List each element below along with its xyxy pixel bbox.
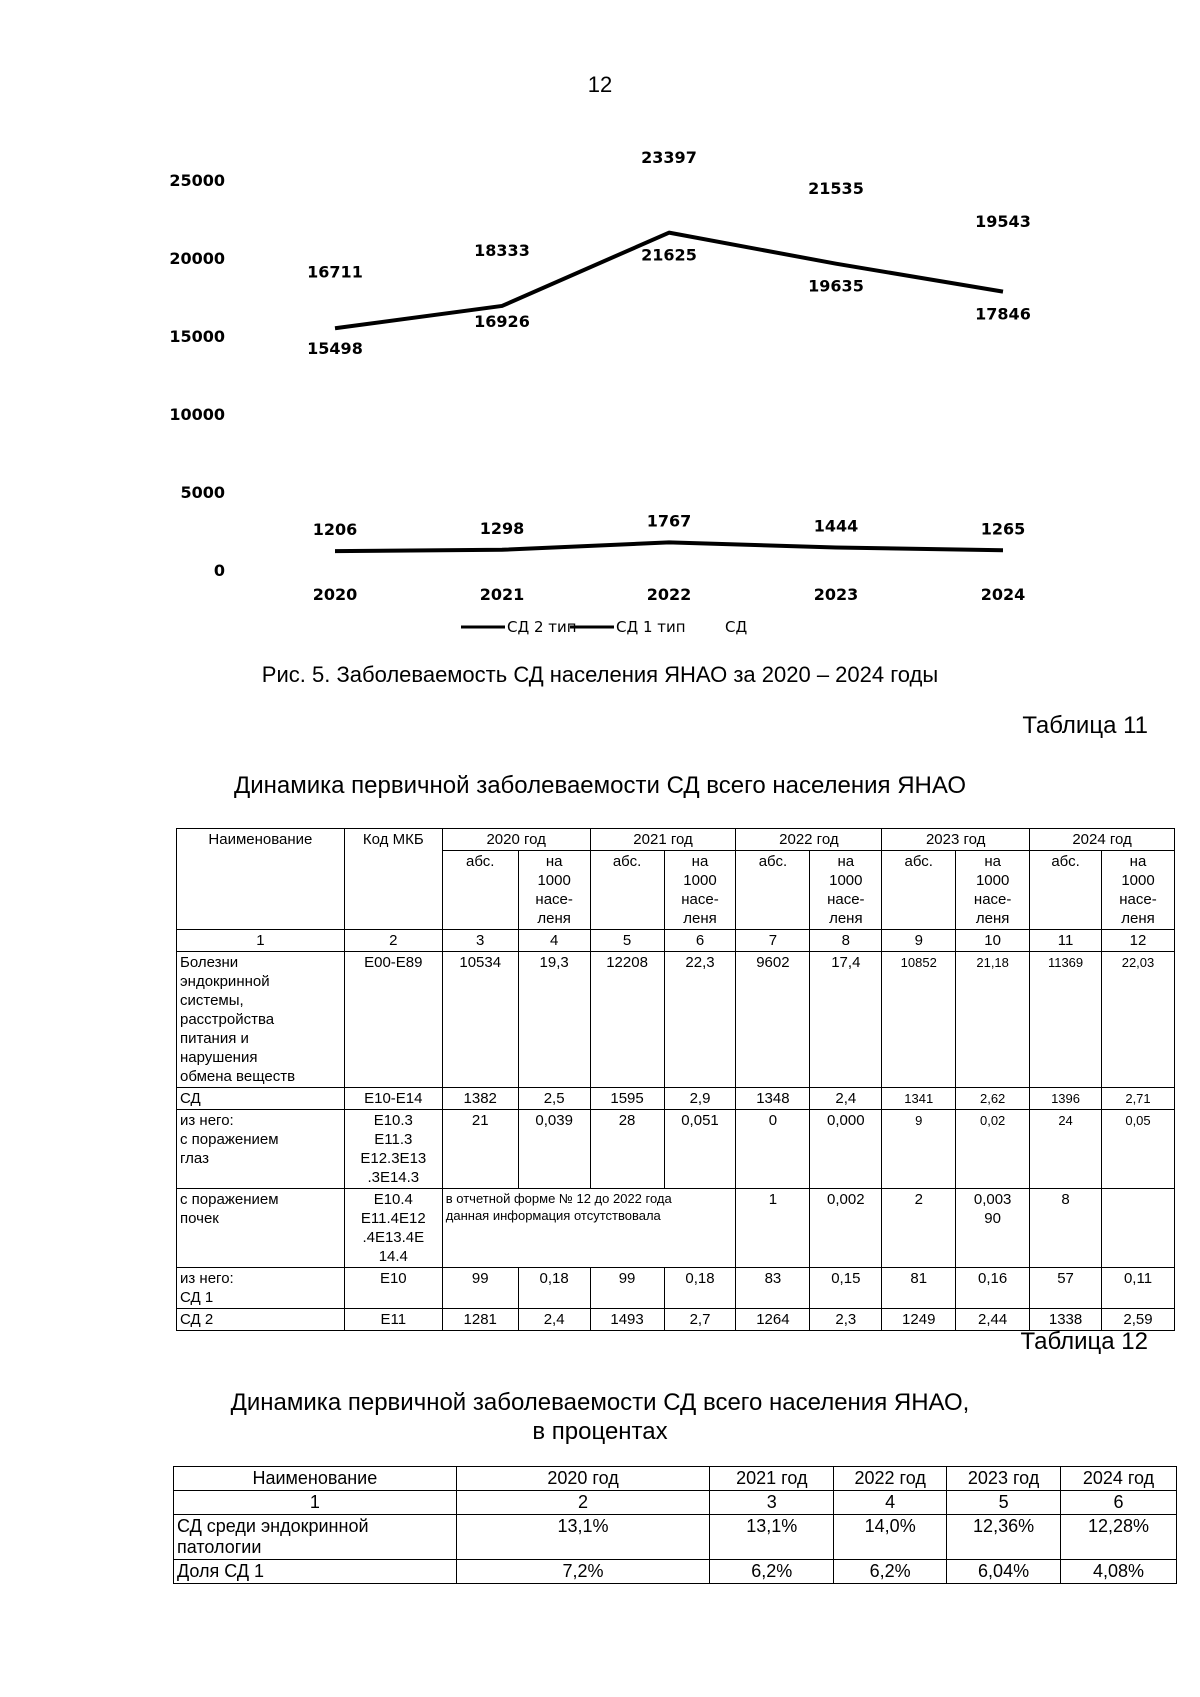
row-code: E11	[344, 1309, 442, 1331]
header-year: 2023 год	[882, 829, 1030, 851]
table-row	[174, 1560, 1177, 1584]
table-cell: 4,08%	[1061, 1560, 1177, 1584]
table-cell: 0,002	[810, 1189, 882, 1268]
table-cell: 21	[442, 1110, 518, 1189]
table-cell: 0,18	[518, 1268, 590, 1309]
table-cell: 0,18	[664, 1268, 736, 1309]
table-11-title: Динамика первичной заболеваемости СД всего населения ЯНАО	[233, 772, 967, 799]
table-header-row	[174, 1467, 1177, 1491]
data-label: 19635	[808, 276, 864, 296]
header-cell: 2021 год	[710, 1467, 834, 1491]
table-cell: 6,2%	[834, 1560, 947, 1584]
column-number: 5	[947, 1491, 1061, 1515]
legend-item: СД 1 тип	[616, 618, 686, 636]
header-abs: абс.	[882, 851, 956, 930]
row-name: с поражением почек	[177, 1189, 345, 1268]
table-cell: 21,18	[956, 952, 1030, 1088]
table-cell: 0,051	[664, 1110, 736, 1189]
table-cell: 2,4	[810, 1088, 882, 1110]
table-row	[177, 1268, 1175, 1309]
table-cell: 28	[590, 1110, 664, 1189]
header-abs: абс.	[590, 851, 664, 930]
table-12	[173, 1466, 1177, 1584]
table-row	[174, 1515, 1177, 1560]
table-cell: 81	[882, 1268, 956, 1309]
column-number: 10	[956, 930, 1030, 952]
table-cell: 1281	[442, 1309, 518, 1331]
table-cell: 0,16	[956, 1268, 1030, 1309]
data-label: 1206	[312, 520, 358, 540]
table-cell: 22,3	[664, 952, 736, 1088]
table-cell: 0,000	[810, 1110, 882, 1189]
row-code: E10.4 E11.4E12 .4E13.4E 14.4	[344, 1189, 442, 1268]
x-tick-label: 2020	[312, 585, 358, 604]
header-name: Наименование	[177, 829, 345, 930]
column-number: 8	[810, 930, 882, 952]
data-label: 16926	[474, 311, 530, 331]
table-cell: 6,2%	[710, 1560, 834, 1584]
table-cell: 2,62	[956, 1088, 1030, 1110]
table-12-title	[0, 1388, 1200, 1446]
table-cell: 2,4	[518, 1309, 590, 1331]
header-cell: 2024 год	[1061, 1467, 1177, 1491]
header-rate: на 1000 насе- леня	[664, 851, 736, 930]
header-abs: абс.	[1030, 851, 1102, 930]
table-cell: 1338	[1030, 1309, 1102, 1331]
x-tick-label: 2021	[479, 585, 525, 604]
figure-caption: Рис. 5. Заболеваемость СД населения ЯНАО за 2020 – 2024 годы	[261, 662, 939, 687]
table-cell: 1264	[736, 1309, 810, 1331]
table-cell: 99	[442, 1268, 518, 1309]
row-name: Доля СД 1	[174, 1560, 457, 1584]
table-row	[177, 1088, 1175, 1110]
table-cell: 0,05	[1102, 1110, 1175, 1189]
x-tick-label: 2022	[646, 585, 692, 604]
header-abs: абс.	[442, 851, 518, 930]
header-year: 2020 год	[442, 829, 590, 851]
y-tick-label: 20000	[169, 249, 225, 268]
column-number: 12	[1102, 930, 1175, 952]
table-12-title-line1: Динамика первичной заболеваемости СД всего населения ЯНАО,	[230, 1389, 970, 1416]
header-cell: 2023 год	[947, 1467, 1061, 1491]
table-cell: 1	[736, 1189, 810, 1268]
data-label: 23397	[641, 148, 697, 168]
series-line-1	[335, 542, 1003, 551]
row-note: в отчетной форме № 12 до 2022 года данная информация отсутствовала	[442, 1189, 736, 1268]
column-number: 3	[710, 1491, 834, 1515]
header-rate: на 1000 насе- леня	[956, 851, 1030, 930]
table-cell: 19,3	[518, 952, 590, 1088]
column-number: 6	[664, 930, 736, 952]
table-cell: 9602	[736, 952, 810, 1088]
data-label: 15498	[307, 339, 363, 359]
table-cell: 2,44	[956, 1309, 1030, 1331]
y-tick-label: 5000	[180, 483, 225, 502]
table-cell: 99	[590, 1268, 664, 1309]
column-number: 7	[736, 930, 810, 952]
table-cell: 1382	[442, 1088, 518, 1110]
data-label: 1298	[479, 518, 525, 538]
table-cell	[1102, 1189, 1175, 1268]
column-number: 5	[590, 930, 664, 952]
column-number: 1	[174, 1491, 457, 1515]
data-label: 19543	[975, 212, 1031, 232]
table-cell: 0,039	[518, 1110, 590, 1189]
table-cell: 17,4	[810, 952, 882, 1088]
data-label: 17846	[975, 304, 1031, 324]
table-cell: 8	[1030, 1189, 1102, 1268]
table-cell: 1348	[736, 1088, 810, 1110]
table-cell: 2,9	[664, 1088, 736, 1110]
table-cell: 0,15	[810, 1268, 882, 1309]
column-number: 9	[882, 930, 956, 952]
table-cell: 12,28%	[1061, 1515, 1177, 1560]
table-cell: 12208	[590, 952, 664, 1088]
header-abs: абс.	[736, 851, 810, 930]
column-number: 4	[518, 930, 590, 952]
data-label: 1444	[813, 516, 859, 536]
row-name: СД	[177, 1088, 345, 1110]
row-name: СД 2	[177, 1309, 345, 1331]
table-cell: 0,003 90	[956, 1189, 1030, 1268]
incidence-line-chart	[169, 148, 1050, 660]
column-number: 1	[177, 930, 345, 952]
table-cell: 10534	[442, 952, 518, 1088]
data-label: 21535	[808, 179, 864, 199]
table-row	[177, 952, 1175, 1088]
table-cell: 0	[736, 1110, 810, 1189]
data-label: 1265	[980, 519, 1026, 539]
x-tick-label: 2023	[813, 585, 859, 604]
header-rate: на 1000 насе- леня	[518, 851, 590, 930]
table-cell: 0,11	[1102, 1268, 1175, 1309]
legend-item: СД	[725, 618, 748, 636]
table-cell: 9	[882, 1110, 956, 1189]
table-cell: 24	[1030, 1110, 1102, 1189]
column-number: 11	[1030, 930, 1102, 952]
table-cell: 2,59	[1102, 1309, 1175, 1331]
table-cell: 12,36%	[947, 1515, 1061, 1560]
table-cell: 2,3	[810, 1309, 882, 1331]
table-cell: 13,1%	[710, 1515, 834, 1560]
row-name: из него: с поражением глаз	[177, 1110, 345, 1189]
table-cell: 57	[1030, 1268, 1102, 1309]
table-cell: 1249	[882, 1309, 956, 1331]
data-label: 1767	[646, 511, 692, 531]
table-header-row	[177, 829, 1175, 851]
column-number: 3	[442, 930, 518, 952]
table-cell: 1493	[590, 1309, 664, 1331]
y-tick-label: 10000	[169, 405, 225, 424]
data-label: 21625	[641, 245, 697, 265]
table-row	[177, 1110, 1175, 1189]
data-label: 18333	[474, 241, 530, 261]
row-name: СД среди эндокринной патологии	[174, 1515, 457, 1560]
table-cell: 1341	[882, 1088, 956, 1110]
row-name: Болезни эндокринной системы, расстройства питания и нарушения обмена веществ	[177, 952, 345, 1088]
header-cell: 2022 год	[834, 1467, 947, 1491]
column-number: 2	[344, 930, 442, 952]
row-name: из него: СД 1	[177, 1268, 345, 1309]
x-tick-label: 2024	[980, 585, 1026, 604]
header-cell: Наименование	[174, 1467, 457, 1491]
header-year: 2022 год	[736, 829, 882, 851]
table-cell: 10852	[882, 952, 956, 1088]
table-cell: 14,0%	[834, 1515, 947, 1560]
header-rate: на 1000 насе- леня	[1102, 851, 1175, 930]
column-number: 6	[1061, 1491, 1177, 1515]
table-cell: 22,03	[1102, 952, 1175, 1088]
header-cell: 2020 год	[456, 1467, 710, 1491]
table-11	[176, 828, 1175, 1331]
table-11-label: Таблица 11	[1022, 712, 1148, 739]
table-cell: 0,02	[956, 1110, 1030, 1189]
column-number-row	[177, 930, 1175, 952]
header-rate: на 1000 насе- леня	[810, 851, 882, 930]
table-cell: 1595	[590, 1088, 664, 1110]
table-12-label: Таблица 12	[1020, 1328, 1148, 1355]
y-tick-label: 25000	[169, 171, 225, 190]
table-cell: 11369	[1030, 952, 1102, 1088]
table-cell: 2,5	[518, 1088, 590, 1110]
legend-item: СД 2 тип	[507, 618, 577, 636]
header-year: 2024 год	[1030, 829, 1175, 851]
table-cell: 2,7	[664, 1309, 736, 1331]
row-code: E10-E14	[344, 1088, 442, 1110]
table-cell: 7,2%	[456, 1560, 710, 1584]
y-tick-label: 15000	[169, 327, 225, 346]
header-code: Код МКБ	[344, 829, 442, 930]
table-12-title-line2: в процентах	[532, 1418, 668, 1445]
table-cell: 83	[736, 1268, 810, 1309]
column-number-row	[174, 1491, 1177, 1515]
table-cell: 13,1%	[456, 1515, 710, 1560]
page-number: 12	[587, 72, 613, 97]
header-year: 2021 год	[590, 829, 736, 851]
column-number: 2	[456, 1491, 710, 1515]
row-code: E00-E89	[344, 952, 442, 1088]
table-row	[177, 1189, 1175, 1268]
table-cell: 2,71	[1102, 1088, 1175, 1110]
row-code: E10	[344, 1268, 442, 1309]
column-number: 4	[834, 1491, 947, 1515]
data-label: 16711	[307, 262, 363, 282]
table-cell: 2	[882, 1189, 956, 1268]
table-cell: 6,04%	[947, 1560, 1061, 1584]
row-code: E10.3 E11.3 E12.3E13 .3E14.3	[344, 1110, 442, 1189]
table-cell: 1396	[1030, 1088, 1102, 1110]
y-tick-label: 0	[213, 561, 225, 580]
